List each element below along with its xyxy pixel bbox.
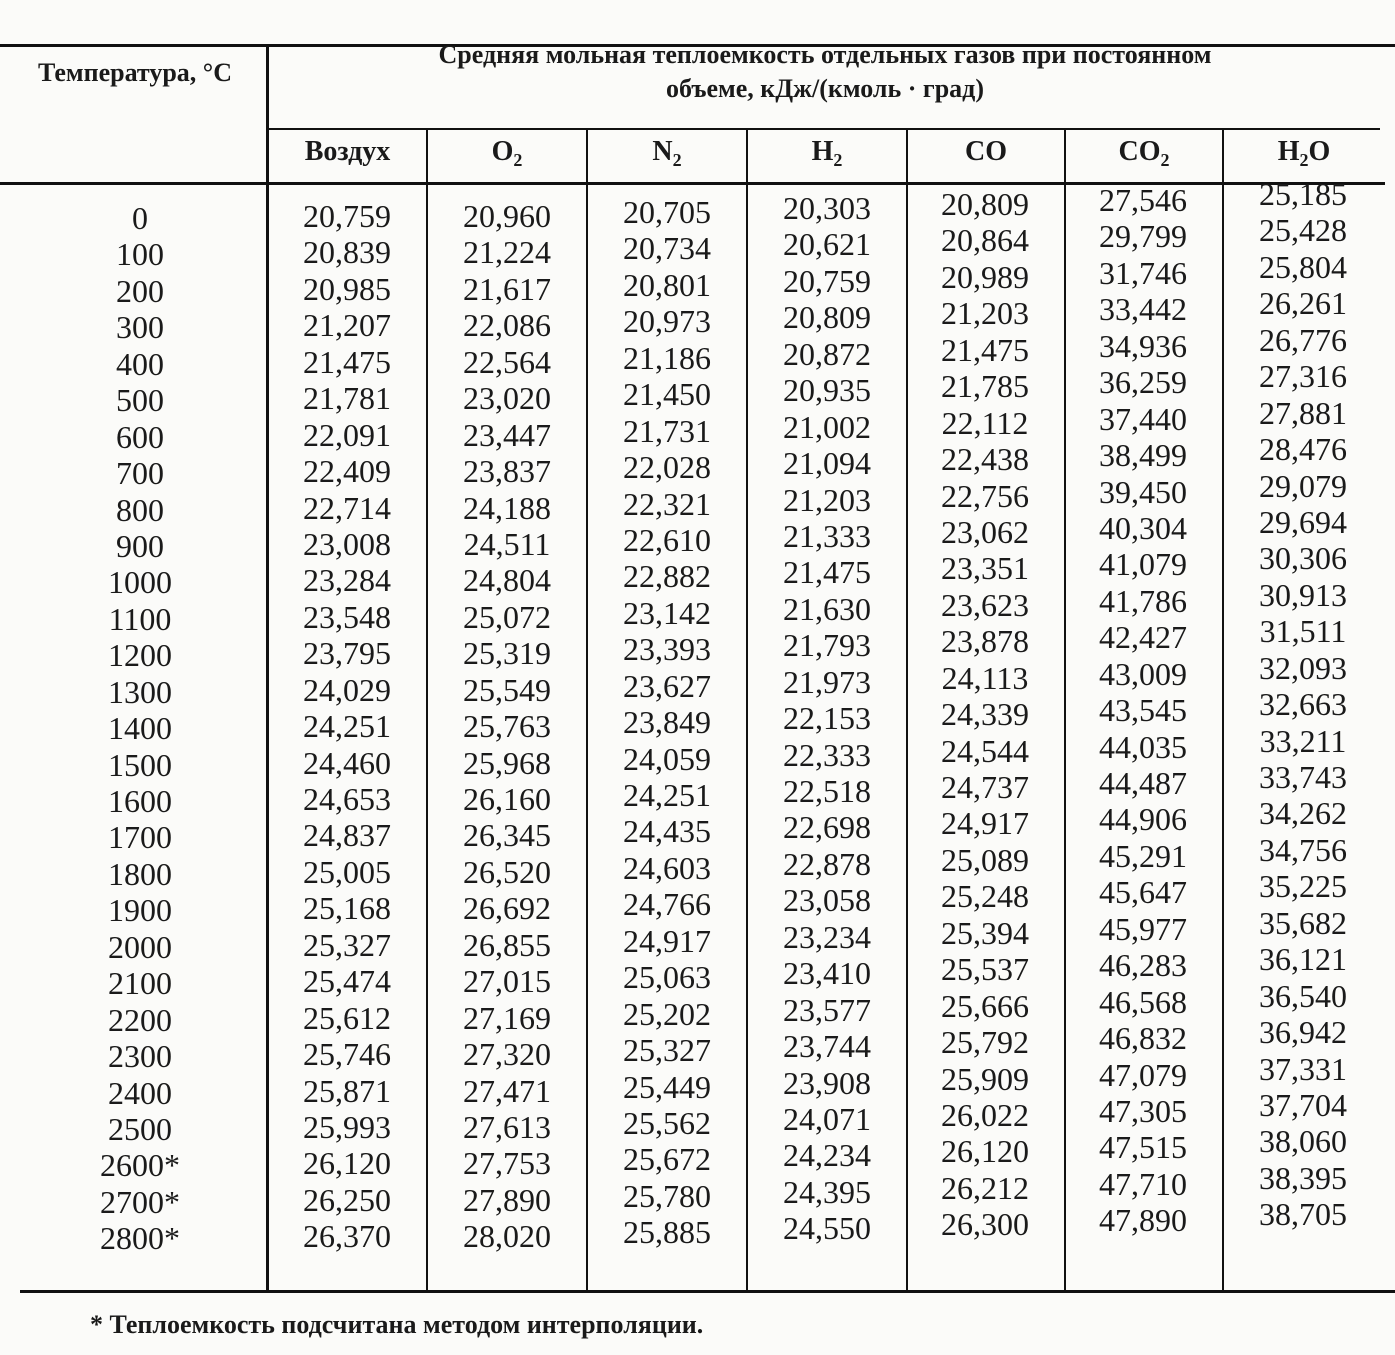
- table-cell: 28,020: [463, 1218, 551, 1255]
- table-cell: 24,766: [623, 886, 711, 923]
- column-divider: [1222, 130, 1224, 1290]
- table-cell: 27,613: [463, 1108, 551, 1145]
- table-cell: 23,548: [303, 598, 391, 635]
- o2-column: [432, 198, 582, 1255]
- table-cell: 30,306: [1259, 540, 1347, 577]
- column-header-h2: $H_2$: [811, 136, 843, 170]
- table-cell: 26,776: [1259, 321, 1347, 358]
- table-cell: 1100: [108, 600, 172, 637]
- column-header-n2: $N_2$: [652, 136, 682, 170]
- table-cell: 47,305: [1099, 1092, 1187, 1129]
- table-cell: 21,207: [303, 307, 391, 344]
- table-cell: 37,440: [1099, 400, 1187, 437]
- table-cell: 33,442: [1099, 291, 1187, 328]
- table-cell: 1400: [108, 710, 172, 747]
- table-cell: 41,079: [1099, 546, 1187, 583]
- table-cell: 25,394: [941, 914, 1029, 951]
- table-cell: 24,917: [623, 922, 711, 959]
- table-cell: 23,837: [463, 453, 551, 490]
- table-cell: 27,169: [463, 999, 551, 1036]
- table-cell: 24,603: [623, 849, 711, 886]
- table-cell: 25,746: [303, 1036, 391, 1073]
- table-cell: 26,300: [941, 1206, 1029, 1243]
- table-cell: 24,804: [463, 562, 551, 599]
- table-cell: 24,837: [303, 817, 391, 854]
- table-cell: 27,015: [463, 963, 551, 1000]
- table-cell: 1500: [108, 746, 172, 783]
- table-cell: 24,511: [463, 525, 551, 562]
- table-cell: 21,781: [303, 380, 391, 417]
- column-divider: [906, 130, 908, 1290]
- table-cell: 20,872: [783, 335, 871, 372]
- table-cell: 20,935: [783, 372, 871, 409]
- table-cell: 22,878: [783, 845, 871, 882]
- table-cell: 21,333: [783, 517, 871, 554]
- table-cell: 26,855: [463, 926, 551, 963]
- table-cell: 21,475: [303, 343, 391, 380]
- table-cell: 35,682: [1259, 904, 1347, 941]
- table-cell: 25,780: [623, 1177, 711, 1214]
- table-cell: 21,203: [941, 295, 1029, 332]
- table-cell: 31,511: [1259, 613, 1347, 650]
- column-divider: [746, 130, 748, 1290]
- table-cell: 24,395: [783, 1173, 871, 1210]
- table-cell: 21,617: [463, 270, 551, 307]
- table-cell: 25,327: [303, 926, 391, 963]
- table-cell: 1700: [108, 819, 172, 856]
- table-cell: 41,786: [1099, 582, 1187, 619]
- table-cell: 21,731: [623, 412, 711, 449]
- table-cell: 2200: [108, 1001, 172, 1038]
- table-cell: 24,188: [463, 489, 551, 526]
- table-cell: 32,663: [1259, 686, 1347, 723]
- table-cell: 24,544: [941, 732, 1029, 769]
- table-cell: 2600*: [100, 1147, 180, 1184]
- table-cell: 24,917: [941, 805, 1029, 842]
- table-cell: 42,427: [1099, 619, 1187, 656]
- table-cell: 39,450: [1099, 473, 1187, 510]
- table-cell: 27,881: [1259, 394, 1347, 431]
- table-cell: 36,540: [1259, 977, 1347, 1014]
- column-header-o2: $O_2$: [491, 136, 523, 170]
- table-cell: 25,804: [1259, 248, 1347, 285]
- table-cell: 22,714: [303, 489, 391, 526]
- table-cell: 27,471: [463, 1072, 551, 1109]
- table-cell: 23,908: [783, 1064, 871, 1101]
- table-cell: 34,936: [1099, 327, 1187, 364]
- table-cell: 28,476: [1259, 431, 1347, 468]
- table-cell: 25,549: [463, 671, 551, 708]
- table-cell: 38,499: [1099, 437, 1187, 474]
- table-cell: 24,113: [941, 659, 1029, 696]
- table-cell: 24,460: [303, 744, 391, 781]
- table-cell: 25,792: [941, 1024, 1029, 1061]
- table-cell: 26,120: [303, 1145, 391, 1182]
- table-cell: 33,211: [1259, 722, 1347, 759]
- table-cell: 20,864: [941, 222, 1029, 259]
- column-header-co2: $CO_2$: [1118, 136, 1170, 170]
- column-divider: [1064, 130, 1066, 1290]
- table-cell: 900: [116, 527, 164, 564]
- table-cell: 2800*: [100, 1220, 180, 1257]
- table-cell: 0: [132, 200, 148, 236]
- table-cell: 35,225: [1259, 868, 1347, 905]
- table-cell: 21,475: [783, 554, 871, 591]
- co-column: [910, 186, 1060, 1243]
- table-cell: 20,801: [623, 266, 711, 303]
- h2-column: [752, 190, 902, 1247]
- table-cell: 27,890: [463, 1181, 551, 1218]
- table-cell: 500: [116, 382, 164, 419]
- table-cell: 24,059: [623, 740, 711, 777]
- table-cell: 23,351: [941, 550, 1029, 587]
- table-cell: 26,160: [463, 781, 551, 817]
- co2-column: [1068, 182, 1218, 1239]
- table-cell: 22,610: [623, 521, 711, 558]
- table-cell: 23,284: [303, 562, 391, 599]
- table-cell: 22,564: [463, 343, 551, 380]
- table-cell: 43,545: [1099, 692, 1187, 729]
- table-cell: 26,345: [463, 817, 551, 854]
- table-cell: 600: [116, 418, 164, 455]
- table-cell: 45,647: [1099, 874, 1187, 911]
- table-cell: 21,785: [941, 368, 1029, 405]
- table-cell: 2000: [108, 928, 172, 965]
- table-cell: 20,303: [783, 190, 871, 226]
- table-cell: 21,094: [783, 445, 871, 482]
- table-cell: 24,029: [303, 671, 391, 708]
- table-cell: 27,320: [463, 1036, 551, 1073]
- table-cell: 26,250: [303, 1181, 391, 1218]
- table-cell: 23,008: [303, 525, 391, 562]
- table-cell: 21,630: [783, 590, 871, 627]
- temperature-column: [60, 200, 220, 1257]
- table-cell: 26,261: [1259, 285, 1347, 322]
- table-cell: 2300: [108, 1038, 172, 1075]
- table-cell: 25,537: [941, 951, 1029, 988]
- table-cell: 24,550: [783, 1210, 871, 1247]
- table-cell: 29,079: [1259, 467, 1347, 504]
- table-cell: 1600: [108, 783, 172, 819]
- n2-column: [592, 194, 742, 1251]
- table-cell: 24,435: [623, 813, 711, 850]
- table-cell: 23,020: [463, 380, 551, 417]
- heat-capacity-header-line2: объеме, кДж/(кмоль · град): [666, 74, 984, 103]
- table-cell: 2100: [108, 965, 172, 1002]
- table-cell: 25,168: [303, 890, 391, 927]
- table-cell: 22,882: [623, 558, 711, 595]
- table-cell: 27,316: [1259, 358, 1347, 395]
- table-cell: 20,809: [941, 186, 1029, 222]
- table-cell: 24,339: [941, 696, 1029, 733]
- table-cell: 2400: [108, 1074, 172, 1111]
- table-cell: 43,009: [1099, 655, 1187, 692]
- table-cell: 26,520: [463, 853, 551, 890]
- table-cell: 45,977: [1099, 910, 1187, 947]
- heat-capacity-header-line1: Средняя мольная теплоемкость отдельных газов при постоянном: [438, 40, 1212, 69]
- table-cell: 1300: [108, 673, 172, 710]
- table-cell: 1200: [108, 637, 172, 674]
- table-cell: 25,063: [623, 959, 711, 996]
- table-cell: 25,202: [623, 995, 711, 1032]
- table-cell: 21,203: [783, 481, 871, 518]
- table-cell: 24,737: [941, 769, 1029, 805]
- table-cell: 24,251: [623, 777, 711, 813]
- table-cell: 36,121: [1259, 941, 1347, 978]
- table-cell: 23,234: [783, 918, 871, 955]
- table-cell: 21,793: [783, 627, 871, 664]
- table-cell: 20,839: [303, 234, 391, 271]
- table-cell: 1800: [108, 855, 172, 892]
- table-cell: 25,072: [463, 598, 551, 635]
- table-cell: 22,756: [941, 477, 1029, 514]
- table-cell: 25,428: [1259, 212, 1347, 249]
- table-cell: 20,973: [623, 303, 711, 340]
- table-cell: 21,002: [783, 408, 871, 445]
- table-cell: 21,186: [623, 339, 711, 376]
- table-cell: 22,091: [303, 416, 391, 453]
- table-cell: 25,968: [463, 744, 551, 781]
- table-cell: 2700*: [100, 1183, 180, 1220]
- table-cell: 25,885: [623, 1214, 711, 1251]
- table-cell: 25,666: [941, 987, 1029, 1024]
- table-cell: 34,262: [1259, 795, 1347, 832]
- temperature-header: Температура, °С: [38, 58, 232, 87]
- table-cell: 22,321: [623, 485, 711, 522]
- table-cell: 23,062: [941, 513, 1029, 550]
- table-cell: 300: [116, 309, 164, 346]
- table-cell: 25,248: [941, 878, 1029, 915]
- table-cell: 34,756: [1259, 831, 1347, 868]
- table-cell: 38,705: [1259, 1196, 1347, 1233]
- table-cell: 20,759: [783, 262, 871, 299]
- table-cell: 30,913: [1259, 576, 1347, 613]
- table-cell: 23,623: [941, 586, 1029, 623]
- table-cell: 26,692: [463, 890, 551, 927]
- table-cell: 23,627: [623, 667, 711, 704]
- table-cell: 21,973: [783, 663, 871, 700]
- table-cell: 800: [116, 491, 164, 528]
- table-cell: 36,942: [1259, 1014, 1347, 1051]
- table-cell: 25,763: [463, 708, 551, 745]
- table-cell: 25,005: [303, 853, 391, 890]
- table-cell: 37,331: [1259, 1050, 1347, 1087]
- table-cell: 47,079: [1099, 1056, 1187, 1093]
- table-cell: 25,909: [941, 1060, 1029, 1097]
- table-cell: 25,612: [303, 999, 391, 1036]
- table-cell: 20,985: [303, 270, 391, 307]
- table-cell: 25,562: [623, 1104, 711, 1141]
- table-cell: 25,449: [623, 1068, 711, 1105]
- table-cell: 20,989: [941, 258, 1029, 295]
- table-cell: 25,185: [1259, 176, 1347, 212]
- table-cell: 22,438: [941, 441, 1029, 478]
- table-cell: 20,960: [463, 198, 551, 234]
- table-cell: 20,705: [623, 194, 711, 230]
- table-cell: 26,022: [941, 1096, 1029, 1133]
- table-cell: 20,809: [783, 299, 871, 336]
- table-cell: 47,710: [1099, 1165, 1187, 1202]
- table-cell: 1900: [108, 892, 172, 929]
- table-cell: 24,071: [783, 1100, 871, 1137]
- table-cell: 25,319: [463, 635, 551, 672]
- table-cell: 23,577: [783, 991, 871, 1028]
- table-cell: 25,327: [623, 1032, 711, 1069]
- subheader-rule: [268, 128, 1380, 130]
- table-cell: 25,871: [303, 1072, 391, 1109]
- table-cell: 24,251: [303, 708, 391, 745]
- table-cell: 25,672: [623, 1141, 711, 1178]
- table-cell: 26,370: [303, 1218, 391, 1255]
- table-cell: 1000: [108, 564, 172, 601]
- table-cell: 31,746: [1099, 254, 1187, 291]
- column-divider: [586, 130, 588, 1290]
- table-cell: 44,487: [1099, 765, 1187, 801]
- table-cell: 23,142: [623, 594, 711, 631]
- table-cell: 21,450: [623, 376, 711, 413]
- table-cell: 22,086: [463, 307, 551, 344]
- table-cell: 44,035: [1099, 728, 1187, 765]
- table-cell: 22,028: [623, 449, 711, 486]
- table-cell: 44,906: [1099, 801, 1187, 838]
- table-cell: 27,546: [1099, 182, 1187, 218]
- column-divider: [426, 130, 428, 1290]
- table-cell: 32,093: [1259, 649, 1347, 686]
- table-cell: 25,474: [303, 963, 391, 1000]
- table-cell: 22,112: [941, 404, 1029, 441]
- table-cell: 200: [116, 272, 164, 309]
- table-cell: 46,832: [1099, 1020, 1187, 1057]
- table-bottom-rule: [20, 1290, 1395, 1293]
- table-cell: 400: [116, 345, 164, 382]
- table-cell: 23,393: [623, 631, 711, 668]
- table-cell: 33,743: [1259, 759, 1347, 795]
- temp-column-divider: [266, 46, 269, 1290]
- table-cell: 22,409: [303, 453, 391, 490]
- table-cell: 23,447: [463, 416, 551, 453]
- column-header-air: Воздух: [304, 136, 391, 167]
- table-cell: 700: [116, 455, 164, 492]
- table-cell: 22,698: [783, 809, 871, 846]
- footnote: * Теплоемкость подсчитана методом интерполяции.: [90, 1310, 704, 1339]
- table-cell: 38,060: [1259, 1123, 1347, 1160]
- column-header-h2o: $H_2O$: [1277, 136, 1331, 170]
- table-cell: 24,653: [303, 781, 391, 817]
- table-cell: 45,291: [1099, 837, 1187, 874]
- table-cell: 26,120: [941, 1133, 1029, 1170]
- table-cell: 20,621: [783, 226, 871, 263]
- table-cell: 27,753: [463, 1145, 551, 1182]
- table-cell: 2500: [108, 1110, 172, 1147]
- table-cell: 22,153: [783, 700, 871, 737]
- table-cell: 47,515: [1099, 1129, 1187, 1166]
- table-cell: 29,694: [1259, 503, 1347, 540]
- table-cell: 36,259: [1099, 364, 1187, 401]
- table-cell: 100: [116, 236, 164, 273]
- table-cell: 21,475: [941, 331, 1029, 368]
- table-cell: 26,212: [941, 1169, 1029, 1206]
- table-cell: 20,734: [623, 230, 711, 267]
- table-cell: 46,568: [1099, 983, 1187, 1020]
- table-cell: 40,304: [1099, 509, 1187, 546]
- table-cell: 47,890: [1099, 1202, 1187, 1239]
- table-cell: 20,759: [303, 198, 391, 234]
- heat-capacity-header: [275, 38, 1375, 106]
- table-cell: 23,410: [783, 955, 871, 992]
- table-cell: 22,333: [783, 736, 871, 773]
- table-cell: 23,058: [783, 882, 871, 919]
- column-header-co: CO: [965, 136, 1007, 167]
- air-column: [272, 198, 422, 1255]
- table-cell: 46,283: [1099, 947, 1187, 984]
- table-cell: 24,234: [783, 1137, 871, 1174]
- table-cell: 23,849: [623, 704, 711, 741]
- h2o-column: [1228, 176, 1378, 1233]
- table-cell: 23,878: [941, 623, 1029, 660]
- table-cell: 29,799: [1099, 218, 1187, 255]
- table-cell: 23,795: [303, 635, 391, 672]
- table-cell: 21,224: [463, 234, 551, 271]
- table-cell: 25,993: [303, 1108, 391, 1145]
- table-cell: 25,089: [941, 841, 1029, 878]
- table-cell: 23,744: [783, 1028, 871, 1065]
- table-cell: 22,518: [783, 773, 871, 809]
- table-cell: 37,704: [1259, 1086, 1347, 1123]
- table-cell: 38,395: [1259, 1159, 1347, 1196]
